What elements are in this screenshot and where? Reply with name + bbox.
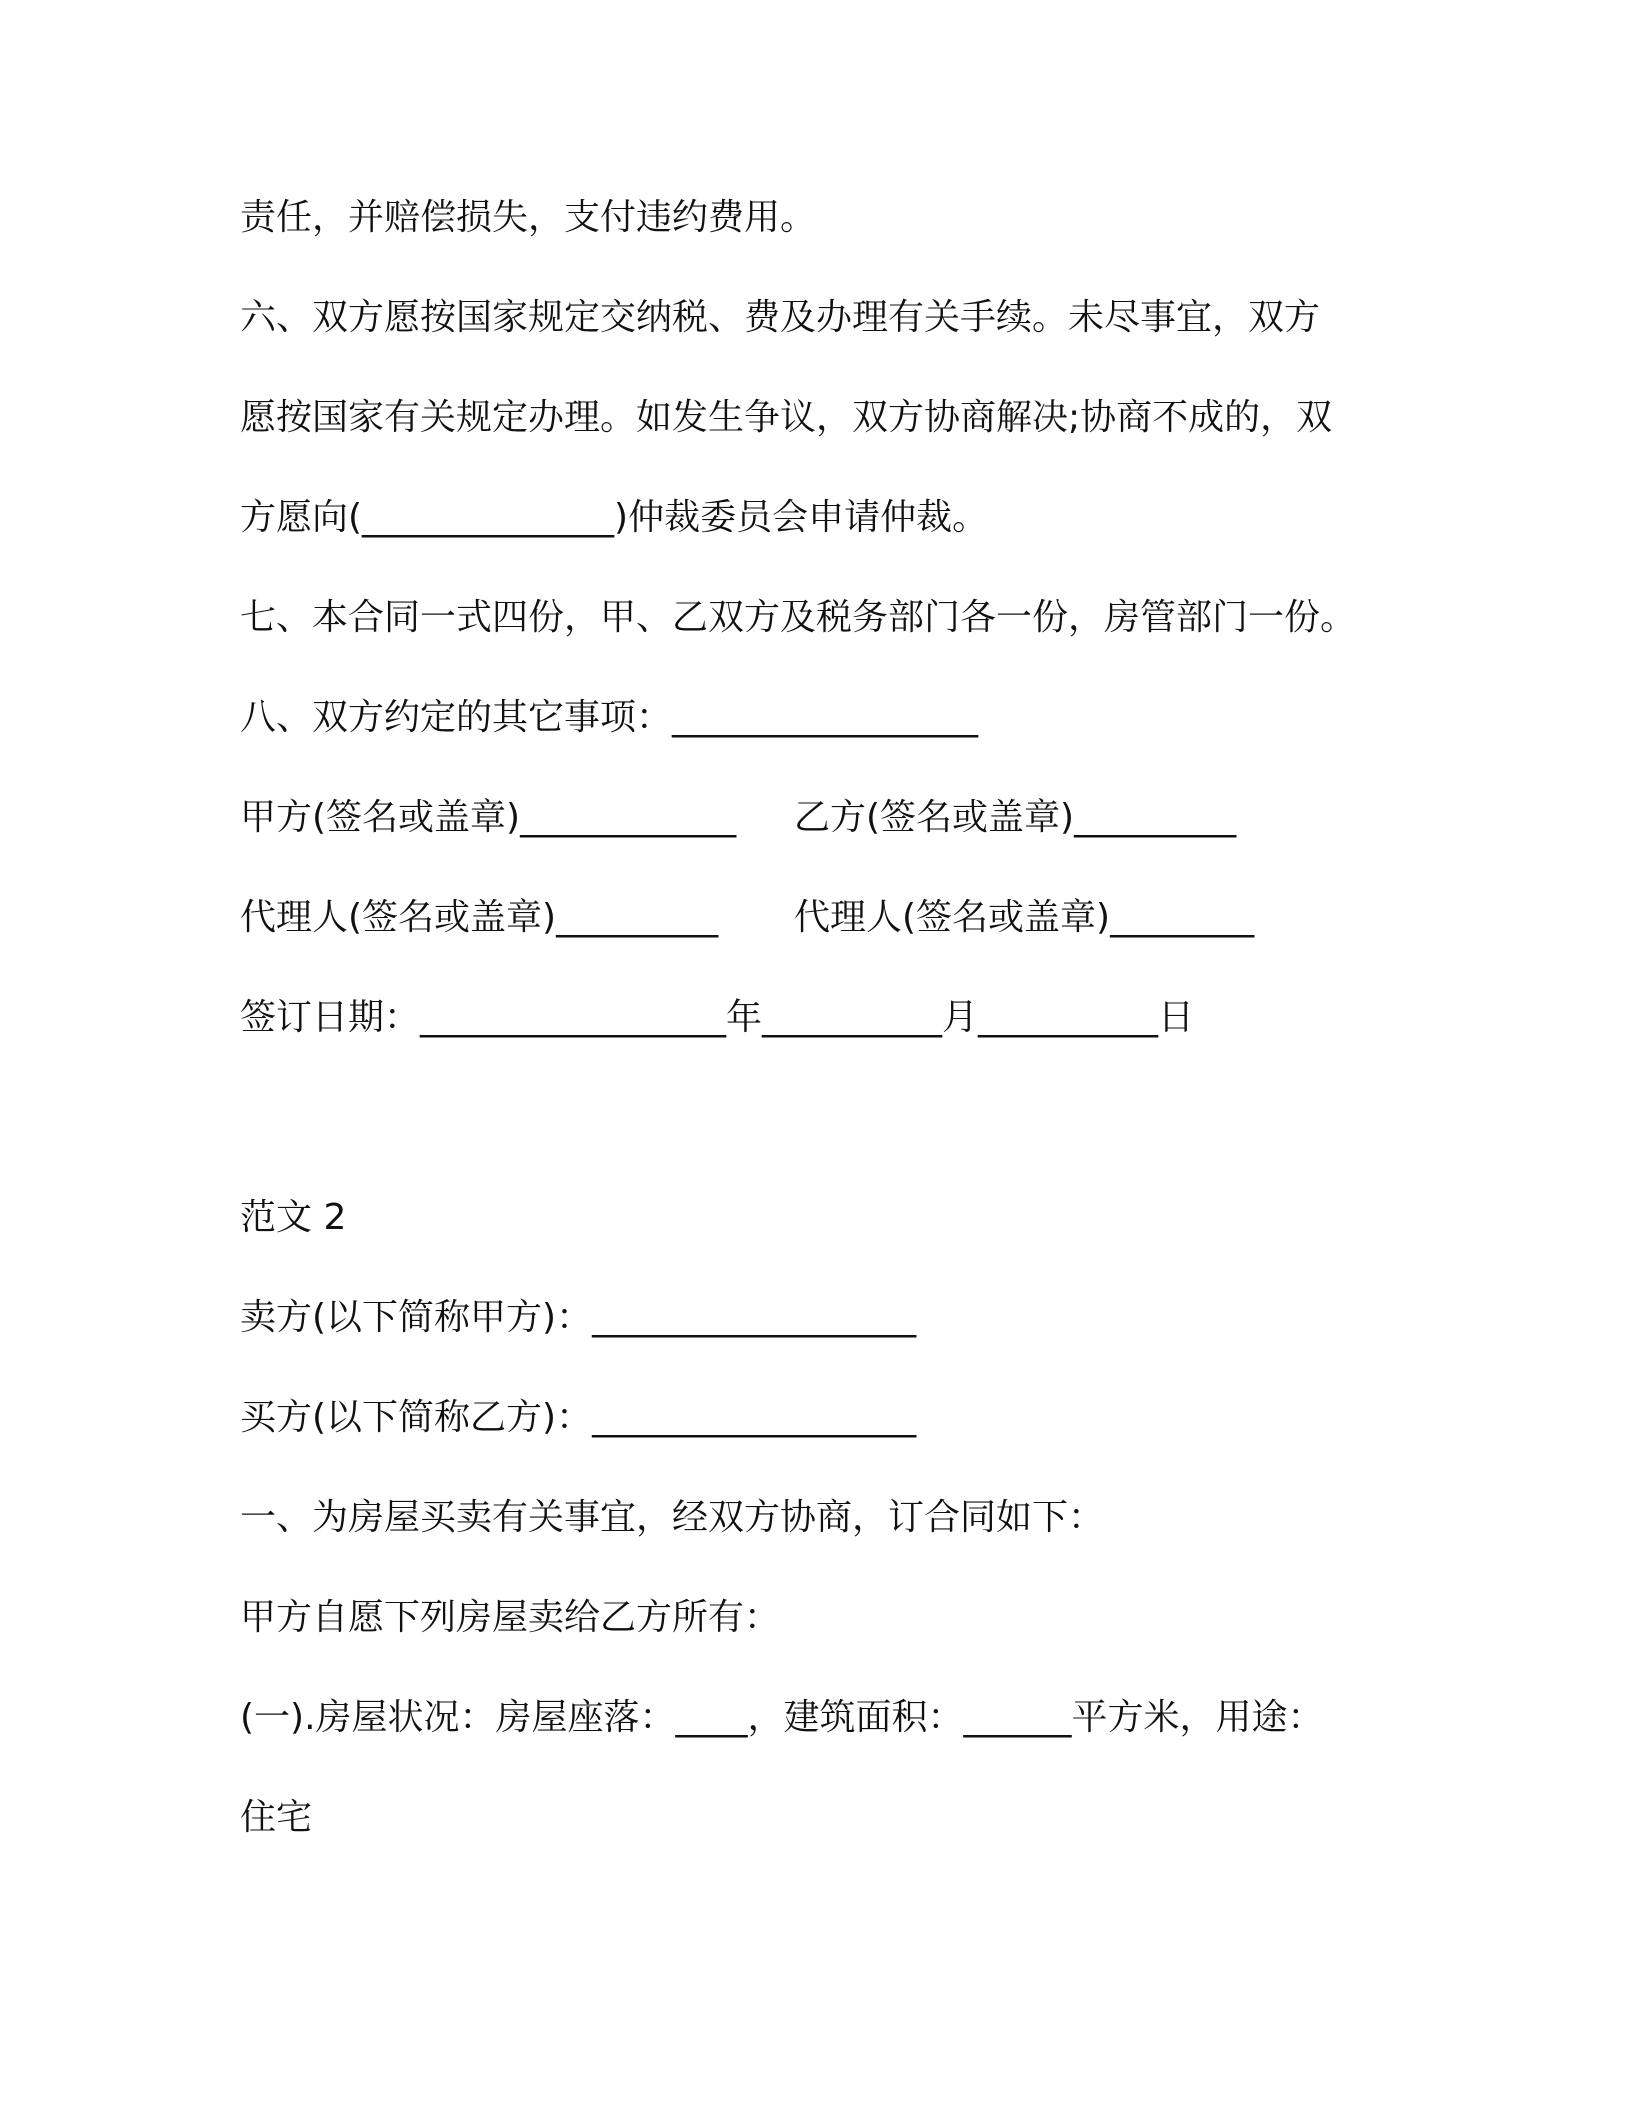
party-b-signature: 乙方(签名或盖章)_________: [794, 797, 1237, 838]
buyer-line: 买方(以下简称乙方)：__________________: [240, 1397, 917, 1438]
clause-six-line: 六、双方愿按国家规定交纳税、费及办理有关手续。未尽事宜，双方: [240, 297, 1321, 338]
clause-one-text: 甲方自愿下列房屋卖给乙方所有：: [240, 1597, 781, 1638]
section-heading: 范文 2: [240, 1197, 347, 1238]
paragraph-line: 责任，并赔偿损失，支付违约费用。: [240, 197, 817, 238]
signing-date-line: 签订日期：_________________年__________月__________日: [240, 997, 1195, 1038]
clause-eight-line: 八、双方约定的其它事项：_________________: [240, 697, 979, 738]
agent-a-signature: 代理人(签名或盖章)_________: [240, 897, 719, 938]
agent-b-signature: 代理人(签名或盖章)________: [794, 897, 1255, 938]
arbitration-line: 方愿向(______________)仲裁委员会申请仲裁。: [240, 497, 989, 538]
house-status-line: (一).房屋状况：房屋座落：____，建筑面积：______平方米，用途：: [240, 1697, 1324, 1738]
seller-line: 卖方(以下简称甲方)：__________________: [240, 1297, 917, 1338]
clause-one-line: 一、为房屋买卖有关事宜，经双方协商，订合同如下：: [240, 1497, 1105, 1538]
clause-six-continued: 愿按国家有关规定办理。如发生争议，双方协商解决;协商不成的，双: [240, 397, 1333, 438]
party-a-signature: 甲方(签名或盖章)____________: [240, 797, 737, 838]
house-usage-line: 住宅: [240, 1797, 313, 1838]
clause-seven-line: 七、本合同一式四份，甲、乙双方及税务部门各一份，房管部门一份。: [240, 597, 1357, 638]
